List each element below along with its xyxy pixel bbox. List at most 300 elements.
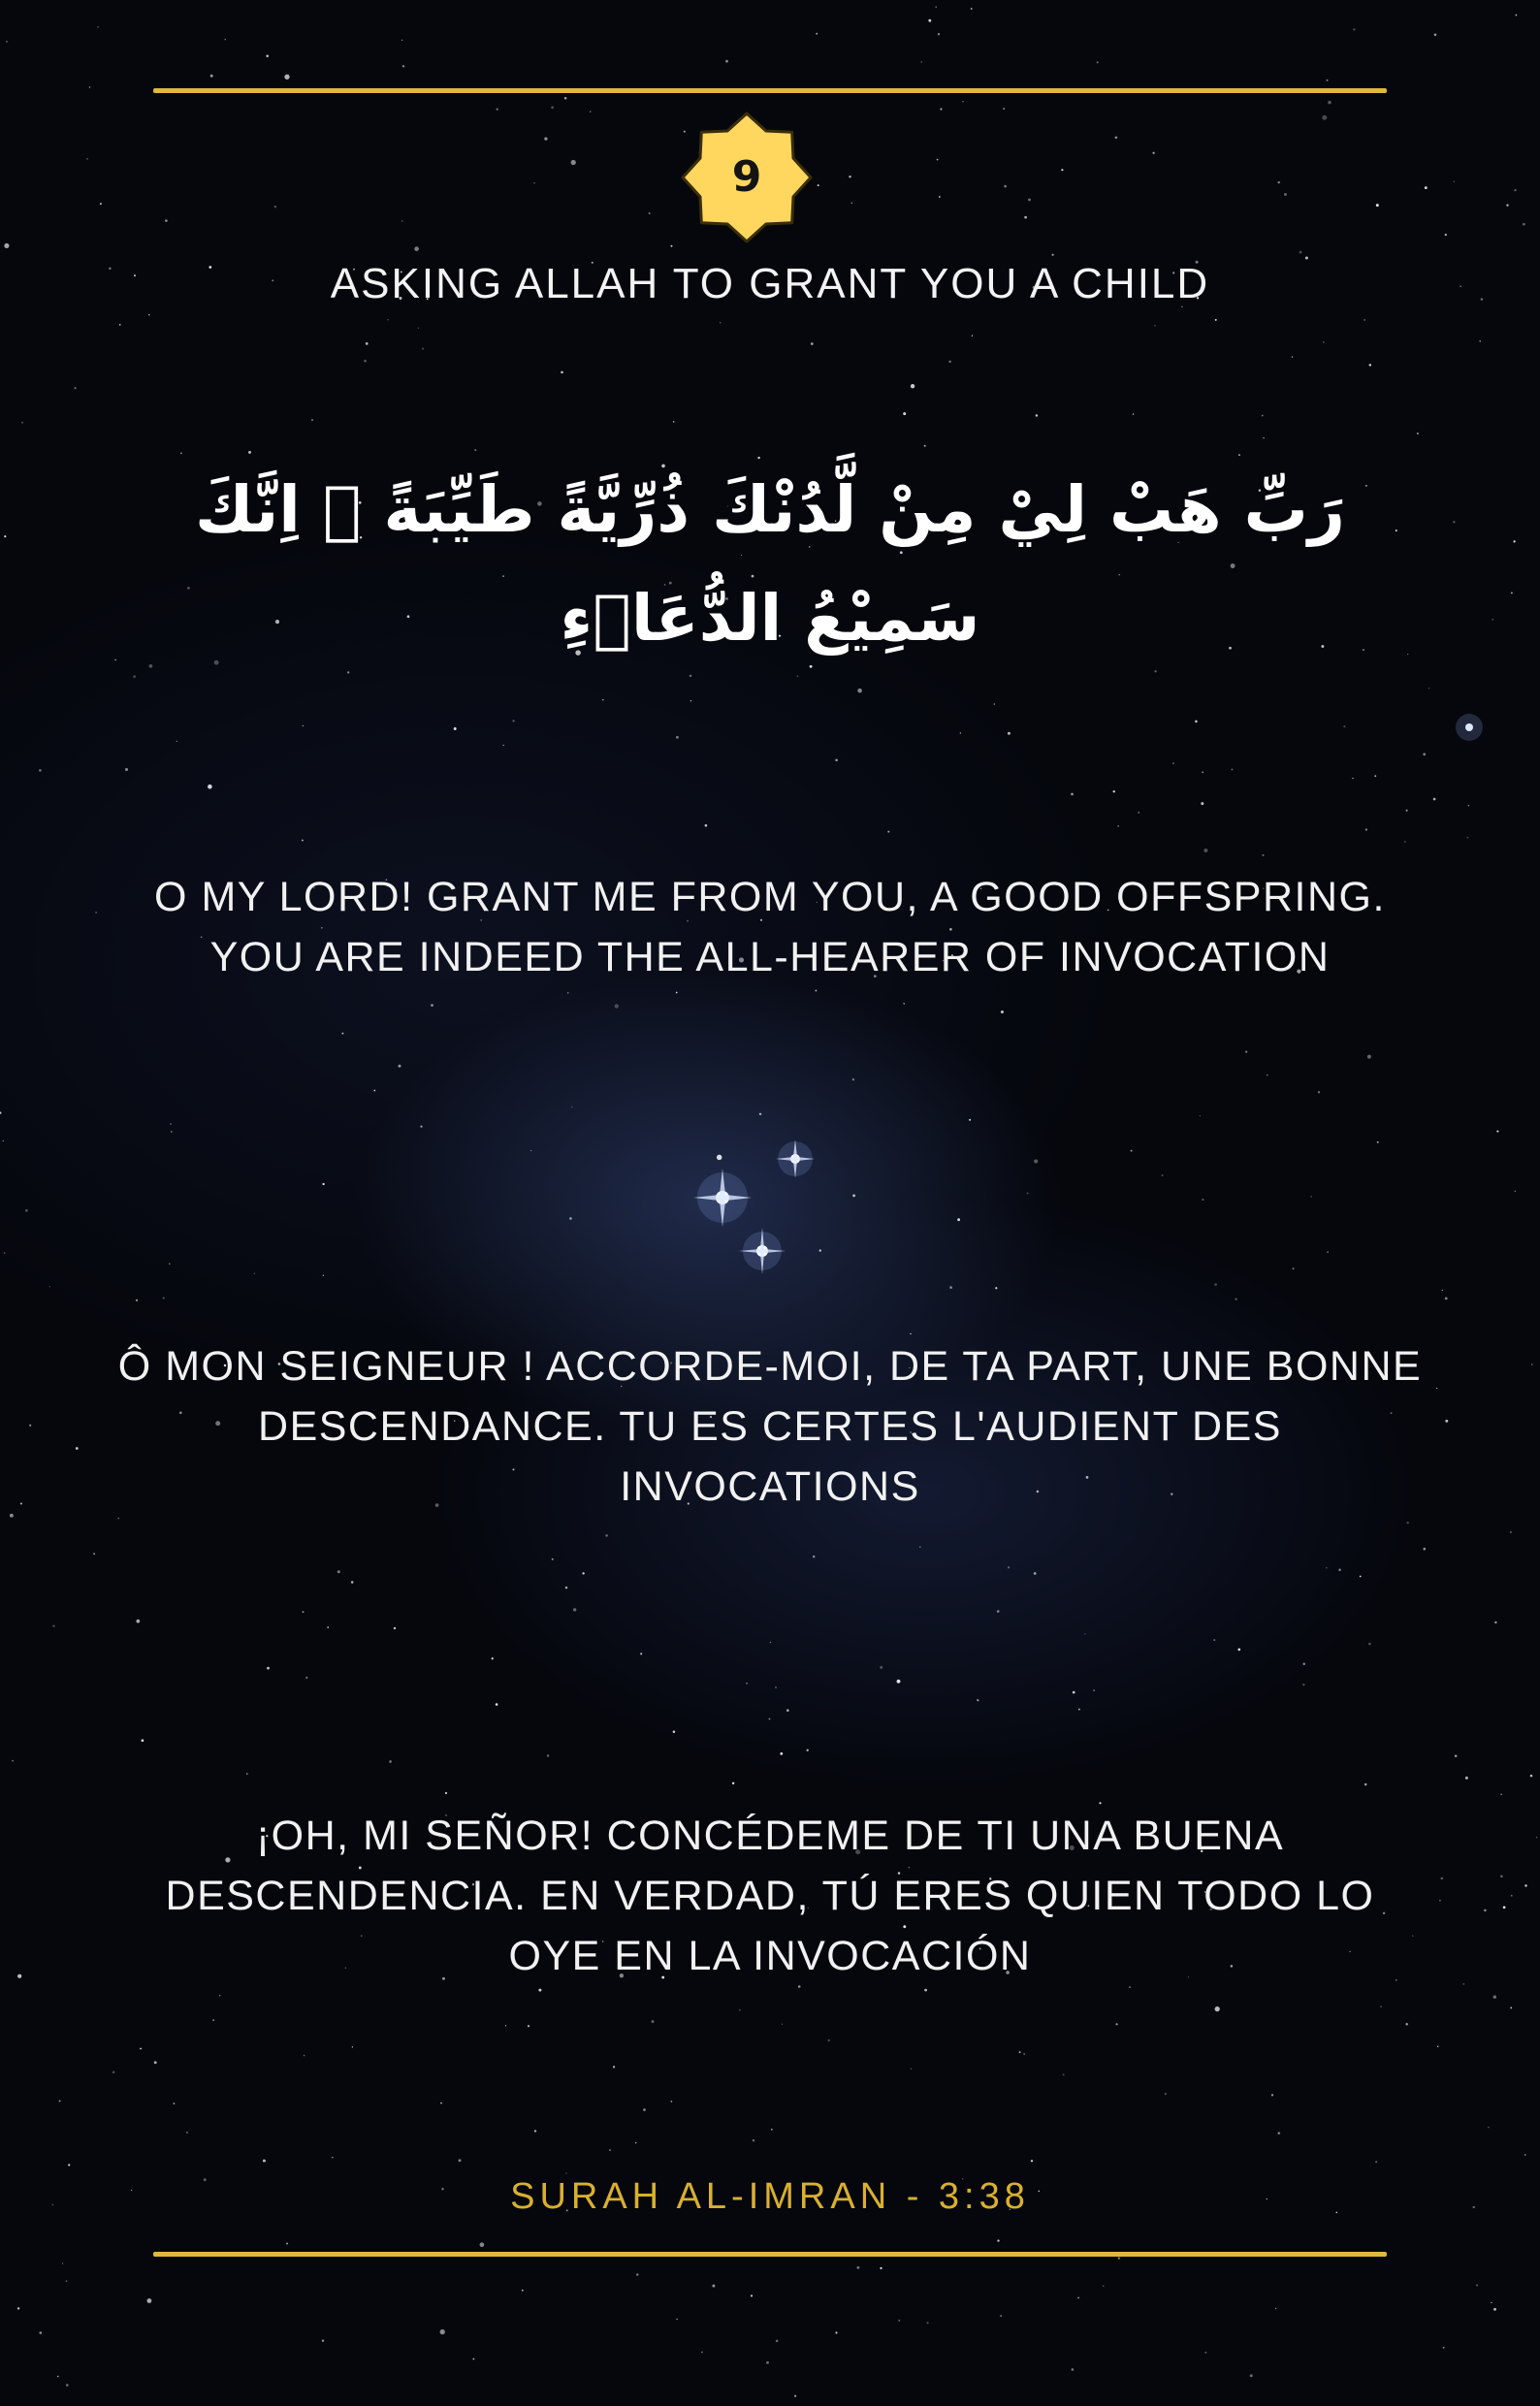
star (401, 40, 402, 41)
star (364, 360, 367, 363)
star (769, 1718, 771, 1720)
star (266, 54, 269, 57)
star (1310, 1196, 1312, 1198)
star (1000, 2315, 1002, 2317)
star (1019, 2051, 1021, 2053)
star (1008, 732, 1011, 735)
star (1084, 1633, 1085, 1634)
star (440, 2329, 445, 2334)
star (263, 2160, 266, 2163)
star (717, 1155, 722, 1161)
star (17, 1974, 21, 1978)
dua-title: ASKING ALLAH TO GRANT YOU A CHILD (330, 260, 1210, 307)
french-translation: Ô MON SEIGNEUR ! ACCORDE-MOI, DE TA PART, UNE BONNE DESCENDANCE. TU ES CERTES L'AUDIENT DES INVOCATIONS (117, 1343, 1423, 1510)
star (928, 19, 931, 22)
star (459, 2159, 462, 2162)
star (849, 176, 850, 177)
star (903, 1003, 905, 1005)
star (431, 1004, 433, 1007)
star (1493, 2308, 1496, 2311)
star (112, 2070, 115, 2073)
star (962, 101, 963, 102)
star (332, 2157, 333, 2158)
star (1352, 778, 1353, 779)
star (1434, 34, 1437, 37)
star (1523, 223, 1525, 226)
star (1423, 1548, 1426, 1551)
star (496, 1703, 498, 1706)
star (1161, 1174, 1163, 1176)
star (712, 2285, 715, 2288)
star (373, 1090, 375, 1092)
star (1360, 1576, 1362, 1578)
star (564, 97, 567, 100)
star (1063, 2073, 1065, 2075)
star (394, 1627, 396, 1629)
star (924, 445, 926, 447)
star (1078, 1709, 1080, 1711)
star (1377, 1141, 1379, 1143)
star (1133, 413, 1134, 414)
star (480, 2242, 485, 2247)
star (303, 1611, 305, 1613)
star (1214, 1283, 1217, 1286)
star (1203, 849, 1207, 852)
star (567, 992, 569, 994)
star (705, 824, 708, 827)
star (939, 196, 941, 198)
star (530, 1150, 531, 1151)
star (1503, 1906, 1506, 1909)
star (640, 1652, 642, 1654)
star (1327, 80, 1329, 81)
star (1262, 854, 1264, 856)
star (775, 1686, 777, 1688)
star (957, 1218, 960, 1221)
star (1407, 1522, 1409, 1524)
star (86, 158, 87, 159)
star (1511, 593, 1513, 594)
star (1262, 415, 1264, 417)
star (401, 220, 402, 221)
star (248, 451, 251, 454)
star (590, 111, 591, 112)
star (816, 33, 818, 35)
star (1515, 15, 1517, 16)
star (1442, 1290, 1443, 1291)
star (673, 421, 675, 423)
star (142, 1739, 144, 1742)
star (1028, 199, 1031, 202)
star (418, 328, 419, 329)
star (1061, 169, 1063, 171)
star (1213, 1639, 1215, 1641)
star (995, 1287, 997, 1289)
star (1131, 1150, 1133, 1152)
star (66, 2384, 69, 2387)
star (366, 342, 369, 345)
star (311, 419, 313, 421)
star (1172, 762, 1173, 763)
star (52, 1625, 54, 1627)
star (1112, 790, 1114, 792)
star (1215, 2006, 1220, 2011)
star (1453, 521, 1455, 523)
star (387, 319, 388, 320)
star (76, 1447, 79, 1450)
star (210, 75, 213, 78)
star (502, 745, 503, 746)
star (552, 1558, 554, 1560)
star (171, 1131, 173, 1133)
star (20, 1503, 22, 1505)
star (732, 1782, 734, 1784)
star (402, 65, 404, 67)
star (180, 452, 182, 454)
star (856, 2266, 859, 2269)
star (513, 720, 515, 722)
number-badge (679, 110, 815, 245)
star (1536, 1837, 1538, 1839)
star (327, 1626, 329, 1628)
star (746, 1683, 747, 1684)
star (615, 1004, 619, 1008)
star (1318, 1091, 1320, 1093)
star (422, 348, 424, 350)
star (725, 60, 728, 63)
star (602, 699, 604, 701)
star (140, 2048, 142, 2050)
star (605, 1534, 608, 1537)
star (170, 1123, 171, 1124)
star (4, 1252, 6, 1254)
star (473, 2358, 475, 2360)
star (561, 371, 563, 374)
star (937, 159, 939, 161)
star (1003, 108, 1005, 110)
star (17, 2307, 19, 2309)
star (352, 2046, 353, 2047)
star (1455, 1754, 1458, 1757)
star (163, 1297, 165, 1299)
star (1494, 1621, 1496, 1623)
star (274, 206, 277, 209)
star (305, 1677, 307, 1679)
star (782, 2024, 783, 2025)
star (1524, 1884, 1526, 1886)
star (794, 2395, 796, 2397)
star (994, 703, 996, 705)
star (1465, 1777, 1468, 1780)
star (806, 1749, 808, 1751)
star (643, 2108, 646, 2111)
star (1001, 1011, 1004, 1013)
star (146, 2298, 151, 2303)
star (1369, 364, 1372, 367)
star (1031, 2160, 1033, 2162)
star (857, 689, 862, 693)
star (93, 1553, 95, 1555)
star (212, 2019, 214, 2021)
star (1364, 1783, 1367, 1786)
star (1439, 1900, 1441, 1902)
star (1425, 186, 1428, 189)
star (887, 831, 889, 833)
star (701, 2352, 703, 2354)
star (751, 2294, 753, 2296)
star (948, 361, 950, 363)
star (0, 1111, 1, 1113)
star (136, 1620, 140, 1623)
star (267, 1667, 270, 1670)
star (671, 2101, 673, 2102)
star (1500, 1793, 1502, 1795)
star (977, 1699, 979, 1701)
star (1433, 798, 1436, 801)
star (420, 1125, 422, 1127)
star (1496, 1131, 1498, 1133)
star (59, 2100, 61, 2101)
star (1202, 771, 1203, 773)
star (919, 1546, 921, 1548)
star (969, 1119, 971, 1121)
star (89, 86, 90, 87)
star (1479, 340, 1481, 342)
star (635, 2142, 636, 2143)
star (538, 1989, 541, 1992)
star (154, 2061, 157, 2064)
star (165, 219, 168, 222)
star (613, 2066, 615, 2068)
star (75, 387, 77, 389)
bright-star-cluster (693, 714, 1483, 1274)
star (573, 1608, 576, 1611)
star (1323, 341, 1324, 342)
star (997, 2239, 999, 2241)
star (1215, 319, 1217, 321)
star (770, 1642, 772, 1644)
star (1375, 2161, 1377, 2163)
star (1376, 204, 1379, 207)
spanish-translation: ¡OH, MI SEÑOR! CONCÉDEME DE TI UNA BUENA DESCENDENCIA. EN VERDAD, TÚ ERES QUIEN TODO LO OYE EN LA INVOCACIÓN (165, 1813, 1375, 1979)
arabic-verse: رَبِّ هَبْ لِيْ مِنْ لَّدُنْكَ ذُرِّيَّةً طَيِّبَةً ۚ اِنَّكَ سَمِيْعُ الدُّعَاۤءِ (195, 472, 1345, 656)
star (797, 675, 799, 677)
star (924, 1989, 927, 1992)
star (1118, 2257, 1120, 2259)
star (174, 2102, 176, 2104)
star (1511, 1895, 1513, 1897)
star (1454, 180, 1455, 181)
star (1023, 2053, 1024, 2054)
star (1328, 101, 1331, 105)
star (445, 1792, 447, 1794)
star (547, 1754, 549, 1756)
star (835, 758, 838, 761)
star (304, 2055, 305, 2057)
star (739, 2009, 740, 2010)
star (753, 2139, 754, 2141)
star (827, 2039, 829, 2041)
star (1275, 2308, 1276, 2309)
star (898, 2320, 900, 2322)
star (1278, 181, 1280, 183)
star (49, 1286, 50, 1287)
star (1138, 812, 1139, 814)
star (771, 2129, 773, 2131)
star (1293, 1267, 1295, 1269)
star (522, 2290, 524, 2292)
star (949, 1286, 952, 1289)
star (1515, 1191, 1516, 1192)
star (1250, 2374, 1253, 2377)
star (100, 203, 102, 205)
star (1299, 251, 1302, 254)
star (1404, 841, 1406, 843)
star (4, 535, 6, 537)
star (4, 243, 9, 248)
star (533, 182, 534, 183)
star (254, 1273, 255, 1274)
star (1202, 1199, 1203, 1201)
star (10, 1514, 14, 1518)
star (389, 1760, 392, 1763)
star (21, 422, 23, 424)
star (1302, 1663, 1305, 1666)
star (1524, 2154, 1526, 2156)
star (1235, 1298, 1236, 1299)
star (1513, 540, 1515, 542)
star (819, 1249, 821, 1251)
star (497, 108, 498, 110)
star (186, 2132, 187, 2133)
star (219, 1995, 220, 1996)
star (1417, 433, 1419, 434)
star (1445, 1297, 1448, 1299)
star (1467, 837, 1469, 839)
star (1116, 2023, 1118, 2025)
star (29, 1425, 31, 1427)
star (852, 1195, 855, 1198)
star (997, 1610, 1000, 1613)
star (1237, 1649, 1240, 1652)
top-gold-divider (153, 88, 1387, 93)
star (1024, 216, 1027, 219)
star (880, 1666, 882, 1669)
star (720, 322, 722, 324)
star (565, 2172, 567, 2174)
star (818, 184, 819, 186)
star (1327, 1251, 1329, 1253)
star (1406, 810, 1408, 812)
star (815, 990, 817, 992)
star (1500, 1875, 1503, 1877)
star (1165, 2093, 1167, 2095)
star (776, 2340, 779, 2343)
star (1423, 753, 1426, 755)
star (1441, 1877, 1443, 1879)
star (1034, 1572, 1037, 1575)
star (1267, 1075, 1268, 1076)
star (1510, 2006, 1512, 2008)
star (1530, 1775, 1533, 1778)
star (1129, 1986, 1130, 1987)
star (780, 1752, 783, 1755)
star (1493, 1995, 1496, 1998)
star (1099, 1802, 1101, 1804)
star (1200, 1115, 1201, 1116)
star (1292, 356, 1293, 357)
star (851, 203, 853, 205)
star (322, 1183, 324, 1185)
star (3, 1140, 4, 1141)
star (474, 449, 476, 451)
star (148, 314, 149, 315)
star (1476, 2284, 1478, 2286)
star (582, 1572, 584, 1574)
star (492, 1657, 494, 1659)
star (673, 1730, 676, 1733)
star (1365, 828, 1367, 830)
star (911, 384, 914, 388)
star (811, 342, 814, 345)
star (676, 736, 679, 739)
star (551, 106, 554, 109)
star (303, 725, 305, 727)
star (528, 2025, 529, 2027)
star (337, 1570, 340, 1573)
star (25, 1209, 28, 1212)
star (972, 336, 973, 337)
star (57, 2376, 58, 2377)
star (1491, 2302, 1492, 2303)
star (1445, 234, 1447, 236)
star (1278, 2132, 1281, 2134)
star (671, 245, 673, 247)
star (1305, 257, 1308, 260)
star (1436, 1388, 1437, 1389)
star (62, 2262, 63, 2263)
star (766, 2361, 769, 2364)
star (813, 1556, 815, 1557)
star (1027, 1192, 1029, 1194)
star (323, 1275, 324, 1276)
star (133, 675, 136, 678)
star (119, 324, 121, 326)
star (676, 2319, 678, 2321)
star (284, 75, 289, 80)
star (569, 1217, 572, 1220)
star (1380, 2005, 1382, 2007)
star (1368, 1643, 1371, 1646)
star (117, 1518, 119, 1520)
star (676, 992, 678, 994)
star (649, 212, 651, 214)
star (286, 2243, 288, 2245)
star (12, 1760, 14, 1762)
star (1034, 1159, 1038, 1163)
star (1437, 2046, 1438, 2047)
star (68, 2164, 70, 2165)
star (1492, 619, 1493, 620)
star (440, 2102, 442, 2104)
star (1374, 775, 1376, 777)
star (910, 1333, 911, 1334)
star (1097, 61, 1099, 63)
star (1462, 1983, 1464, 1985)
star (66, 2280, 68, 2282)
star (1484, 1909, 1487, 1912)
star (1093, 1689, 1095, 1691)
